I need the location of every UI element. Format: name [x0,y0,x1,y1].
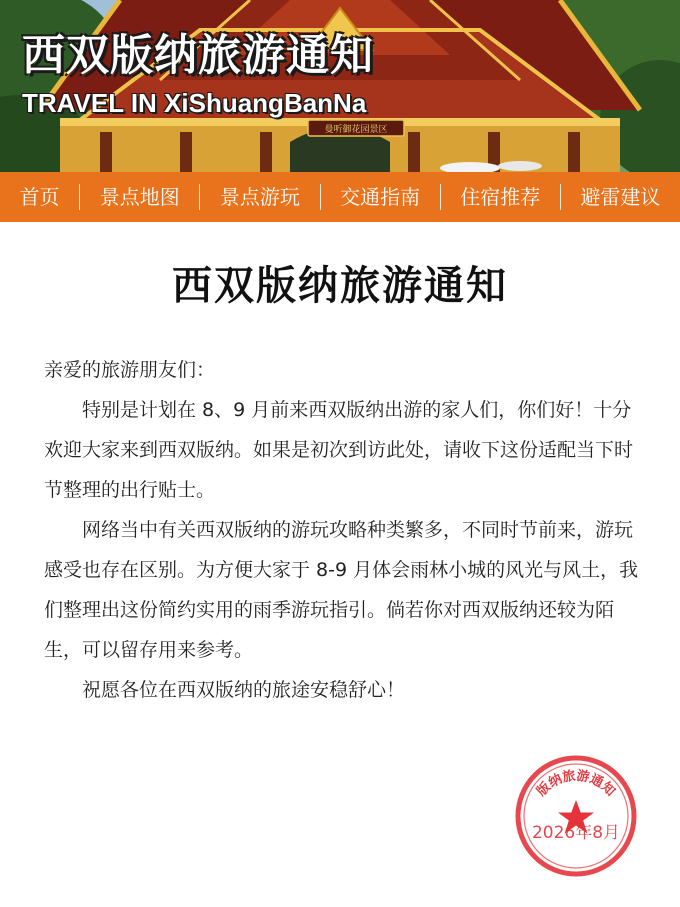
nav-item-home[interactable]: 首页 [19,185,60,209]
paragraph-intro: 特别是计划在 8、9 月前来西双版纳出游的家人们，你们好！十分欢迎大家来到西双版纳。如果是初次到访此处，请收下这份适配当下时节整理的出行贴士。 [44,399,634,501]
svg-text:版纳旅游通知 [534,768,619,800]
gate-sign-text: 曼听御花园景区 [324,125,388,135]
seal-arc-text: 版纳旅游通知 [534,768,618,800]
banner-title: 西双版纳旅游通知 [22,31,374,81]
header-banner [0,0,680,172]
official-seal [512,752,640,880]
nav-item-transport[interactable]: 交通指南 [340,185,421,209]
main-nav [0,172,680,222]
nav-item-tips[interactable]: 避雷建议 [580,185,661,209]
paragraph-guide: 网络当中有关西双版纳的游玩攻略种类繁多，不同时节前来，游玩感受也存在区别。为方便大家于 8-9 月体会雨林小城的风光与风土，我们整理出这份简约实用的雨季游玩指引。倘若你对西双版纳还较为陌生，可以留存用来参考。 [44,519,639,661]
paragraph-wishes: 祝愿各位在西双版纳的旅途安稳舒心！ [82,679,406,701]
nav-item-map[interactable]: 景点地图 [99,185,180,209]
seal-graphic [512,752,640,880]
nav-item-attractions[interactable]: 景点游玩 [219,185,300,209]
nav-item-lodging[interactable]: 住宿推荐 [460,185,541,209]
greeting: 亲爱的旅游朋友们： [44,359,216,381]
seal-date: 2026年8月 [531,823,621,843]
banner-subtitle: TRAVEL IN XiShuangBanNa [22,88,367,118]
document-body [44,350,642,710]
document-title: 西双版纳旅游通知 [172,263,508,309]
